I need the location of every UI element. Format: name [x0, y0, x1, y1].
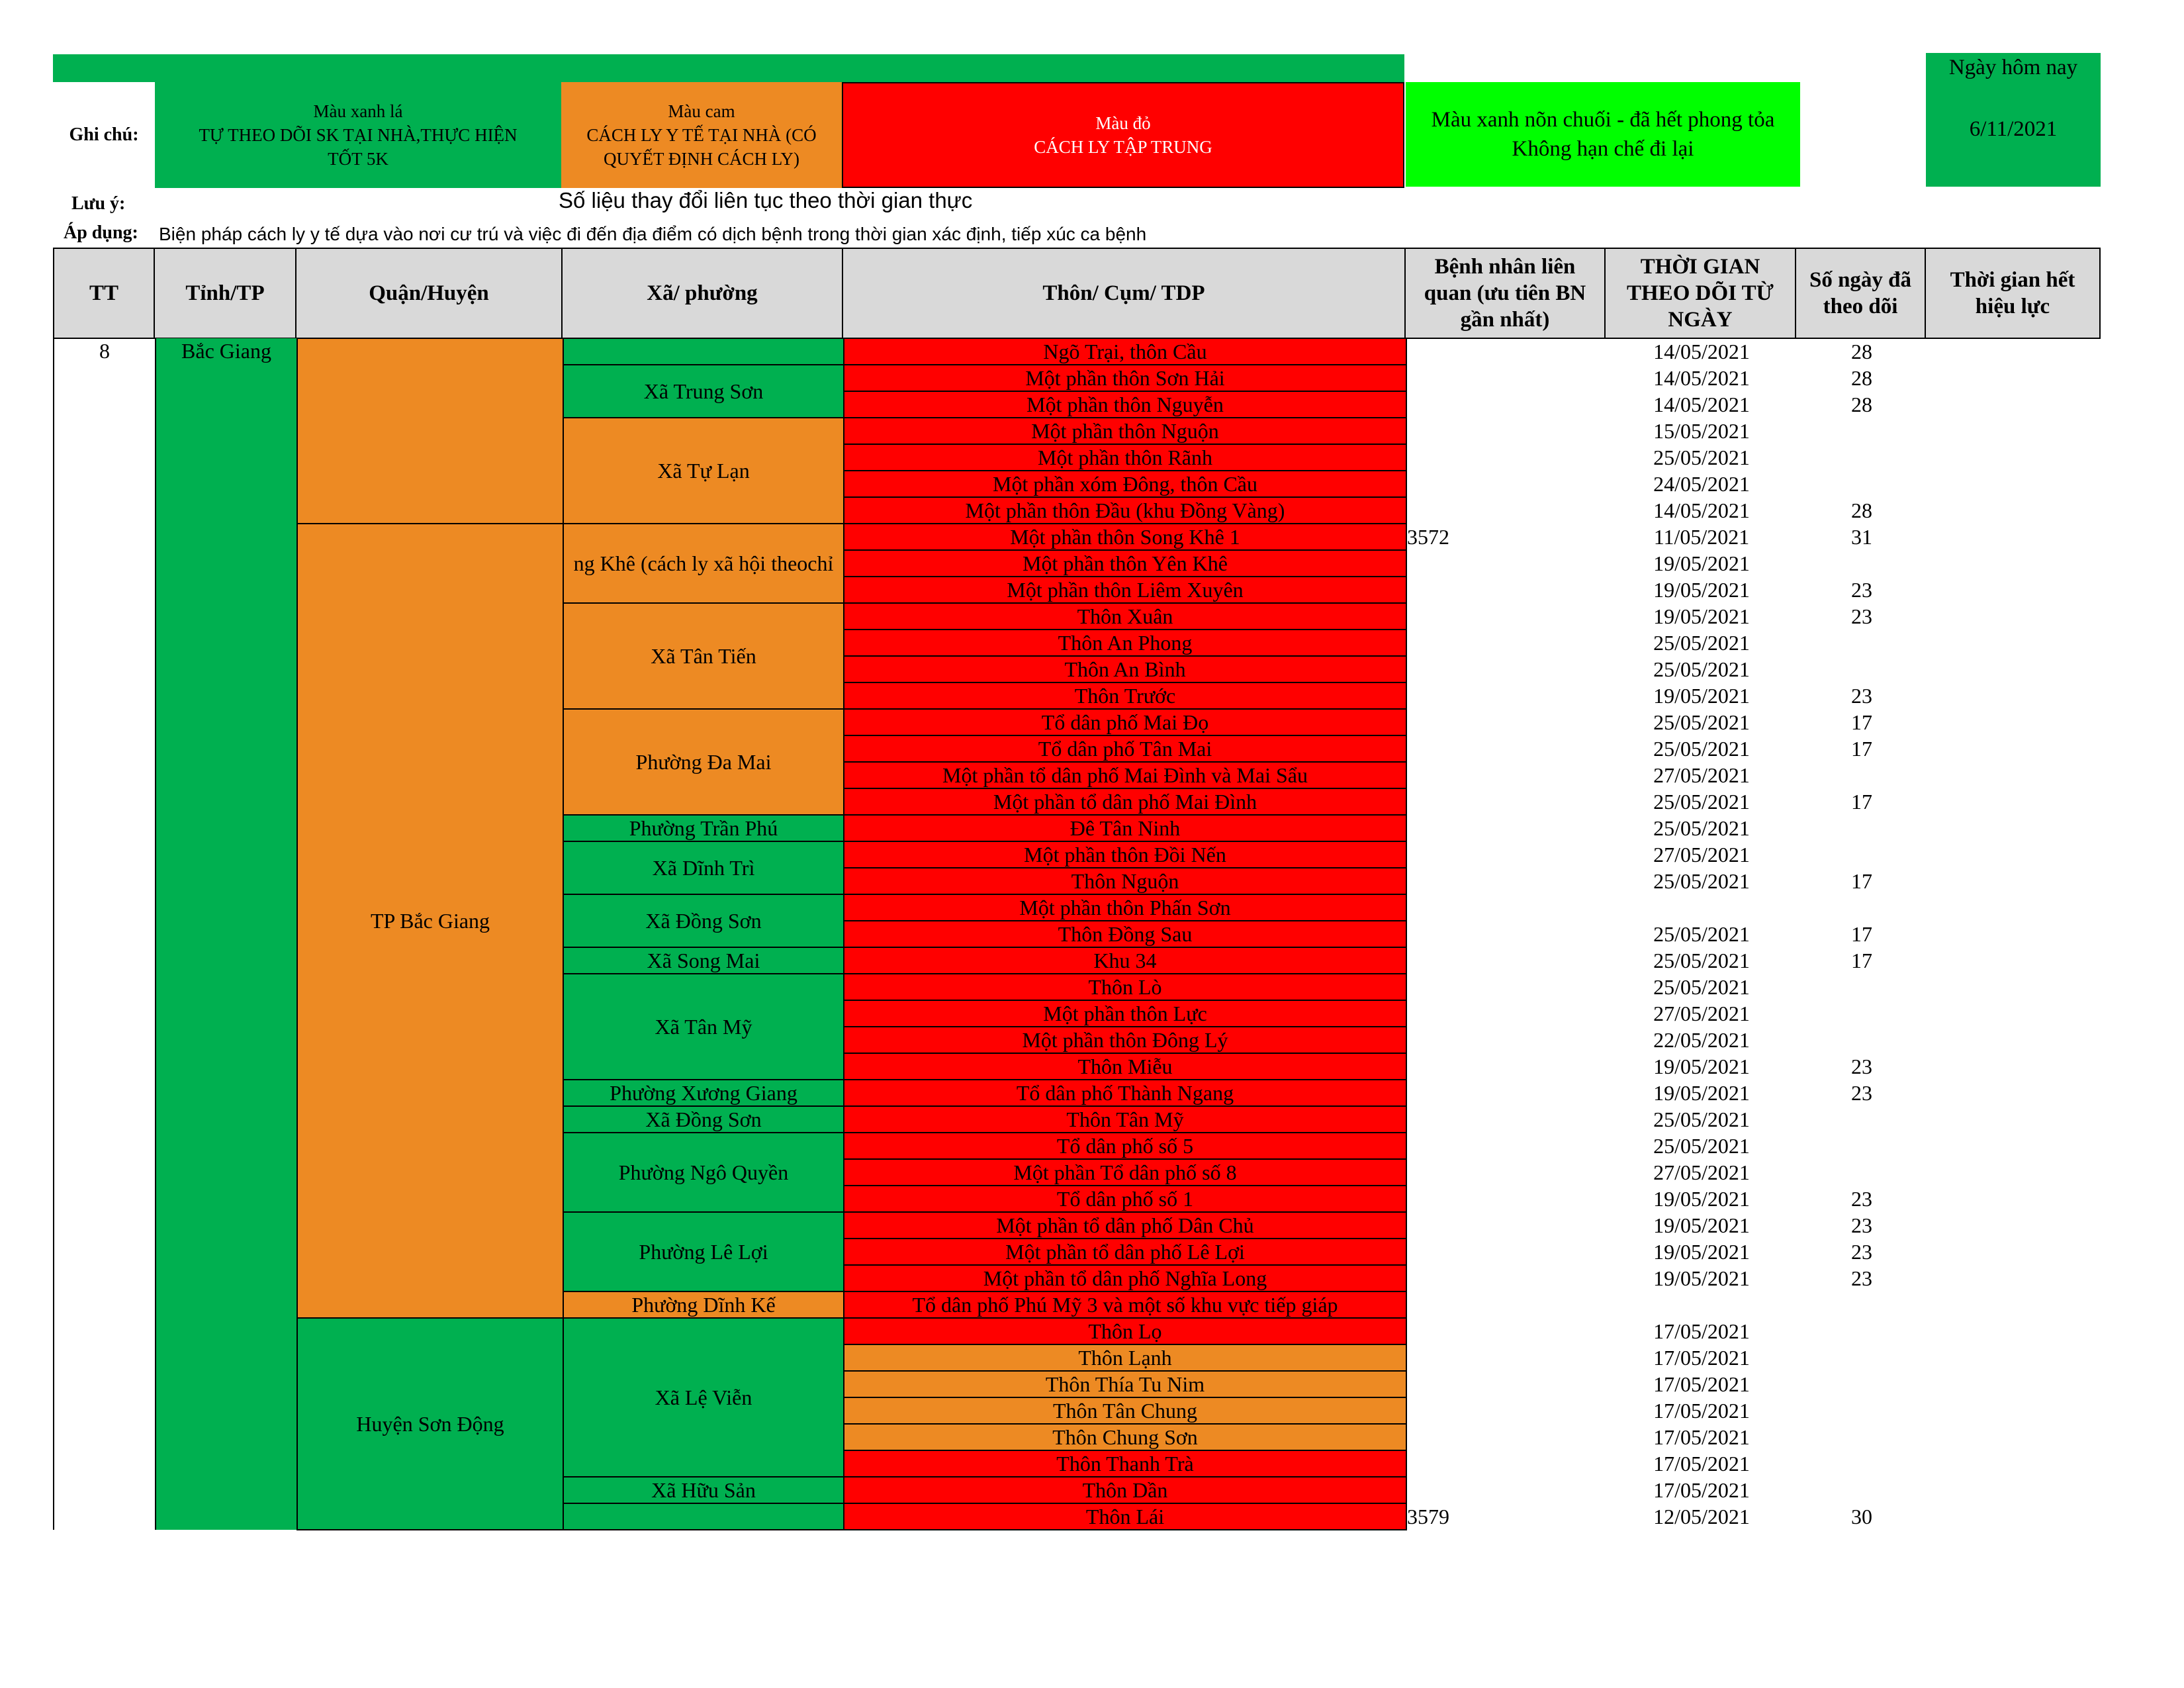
- expire-cell: [1927, 1053, 2101, 1080]
- days-cell: [1797, 1133, 1927, 1159]
- start-date-cell: 27/05/2021: [1653, 843, 1750, 867]
- expire-cell: [1927, 497, 2101, 524]
- patient-cell: [1406, 497, 1606, 524]
- village-cell: Ngõ Trại, thôn Cầu: [844, 338, 1406, 365]
- village-cell: Khu 34: [844, 947, 1406, 974]
- patient-cell: [1406, 1000, 1606, 1027]
- patient-cell: [1406, 974, 1606, 1000]
- days-cell: 28: [1851, 498, 1872, 522]
- patient-cell: [1406, 1424, 1606, 1450]
- patient-cell: [1406, 815, 1606, 841]
- patient-cell: [1406, 1106, 1606, 1133]
- days-cell: [1797, 1397, 1927, 1424]
- patient-cell: [1406, 788, 1606, 815]
- days-cell: [1797, 630, 1927, 656]
- header-province: Tỉnh/TP: [154, 248, 296, 339]
- legend-lime: [1406, 82, 1800, 187]
- header-start-line-1: THỜI GIAN: [1640, 255, 1760, 279]
- start-date-cell: 19/05/2021: [1653, 578, 1750, 602]
- patient-cell: [1406, 1133, 1606, 1159]
- start-date-cell: 19/05/2021: [1653, 1213, 1750, 1237]
- expire-cell: [1927, 524, 2101, 550]
- ward-cell: ng Khê (cách ly xã hội theochỉ: [563, 524, 844, 603]
- village-cell: Thôn Trước: [844, 682, 1406, 709]
- ward-cell: Xã Dĩnh Trì: [563, 841, 844, 894]
- patient-cell: [1406, 1344, 1606, 1371]
- header-days: [1795, 248, 1926, 339]
- start-date-cell: 25/05/2021: [1653, 975, 1750, 999]
- days-cell: [1797, 1477, 1927, 1503]
- patient-cell: [1406, 1053, 1606, 1080]
- start-date-cell: 14/05/2021: [1653, 393, 1750, 416]
- header-days-line-2: theo dõi: [1823, 295, 1898, 318]
- village-cell: Một phần thôn Liêm Xuyên: [844, 577, 1406, 603]
- expire-cell: [1927, 365, 2101, 391]
- start-date-cell: 19/05/2021: [1653, 604, 1750, 628]
- days-cell: [1797, 1424, 1927, 1450]
- village-cell: Một phần thôn Sơn Hải: [844, 365, 1406, 391]
- today-label: Ngày hôm nay: [1948, 56, 2078, 79]
- legend-red-line-2: CÁCH LY TẬP TRUNG: [1034, 137, 1212, 157]
- expire-cell: [1927, 709, 2101, 735]
- header-patient-line-2: quan (ưu tiên BN: [1424, 281, 1586, 305]
- start-date-cell: 22/05/2021: [1653, 1028, 1750, 1052]
- patient-cell: [1406, 735, 1606, 762]
- days-cell: 23: [1851, 578, 1872, 602]
- patient-cell: [1406, 868, 1606, 894]
- start-date-cell: 17/05/2021: [1653, 1478, 1750, 1502]
- days-cell: 23: [1851, 1240, 1872, 1264]
- expire-cell: [1927, 1239, 2101, 1265]
- days-cell: [1797, 1291, 1927, 1318]
- top-green-bar: [53, 54, 1404, 82]
- expire-cell: [1927, 1212, 2101, 1239]
- days-cell: [1797, 550, 1927, 577]
- start-date-cell: 25/05/2021: [1653, 922, 1750, 946]
- start-date-cell: [1606, 1291, 1797, 1318]
- header-patient-line-3: gần nhất): [1460, 308, 1550, 332]
- days-cell: 17: [1851, 922, 1872, 946]
- expire-cell: [1927, 1027, 2101, 1053]
- village-cell: Một phần Tổ dân phố số 8: [844, 1159, 1406, 1186]
- village-cell: Thôn Lọ: [844, 1318, 1406, 1344]
- expire-cell: [1927, 894, 2101, 921]
- village-cell: Đê Tân Ninh: [844, 815, 1406, 841]
- start-date-cell: 12/05/2021: [1653, 1505, 1750, 1528]
- expire-cell: [1927, 391, 2101, 418]
- ward-cell: Phường Ngô Quyền: [563, 1133, 844, 1212]
- days-cell: [1797, 1450, 1927, 1477]
- village-cell: Một phần thôn Nguộn: [844, 418, 1406, 444]
- patient-cell: [1406, 1397, 1606, 1424]
- table-row: [54, 524, 2101, 550]
- patient-cell: [1406, 1212, 1606, 1239]
- village-cell: Thôn Thanh Trà: [844, 1450, 1406, 1477]
- expire-cell: [1927, 735, 2101, 762]
- village-cell: Thôn Miễu: [844, 1053, 1406, 1080]
- expire-cell: [1927, 762, 2101, 788]
- village-cell: Tổ dân phố số 1: [844, 1186, 1406, 1212]
- patient-cell: [1406, 444, 1606, 471]
- village-cell: Một phần tổ dân phố Lê Lợi: [844, 1239, 1406, 1265]
- header-expire-line-2: hiệu lực: [1975, 295, 2050, 318]
- village-cell: Thôn Lạnh: [844, 1344, 1406, 1371]
- village-cell: Tổ dân phố Mai Đọ: [844, 709, 1406, 735]
- village-cell: Một phần xóm Đông, thôn Cầu: [844, 471, 1406, 497]
- legend-label: Ghi chú:: [69, 124, 139, 145]
- village-cell: Một phần tổ dân phố Mai Đình: [844, 788, 1406, 815]
- days-cell: 17: [1851, 790, 1872, 814]
- legend-green: [155, 82, 561, 188]
- patient-cell: [1406, 577, 1606, 603]
- legend-red: [842, 82, 1404, 188]
- days-cell: [1797, 656, 1927, 682]
- ward-cell: Xã Trung Sơn: [563, 365, 844, 418]
- patient-cell: [1406, 550, 1606, 577]
- village-cell: Thôn Dần: [844, 1477, 1406, 1503]
- patient-cell: [1406, 1080, 1606, 1106]
- village-cell: Tổ dân phố số 5: [844, 1133, 1406, 1159]
- expire-cell: [1927, 630, 2101, 656]
- village-cell: Thôn Lò: [844, 974, 1406, 1000]
- start-date-cell: 25/05/2021: [1653, 1107, 1750, 1131]
- patient-cell: 3579: [1407, 1505, 1449, 1528]
- start-date-cell: 27/05/2021: [1653, 1160, 1750, 1184]
- patient-cell: [1406, 1159, 1606, 1186]
- ward-cell: Xã Đồng Sơn: [563, 1106, 844, 1133]
- start-date-cell: 14/05/2021: [1653, 498, 1750, 522]
- ap-dung-label: Áp dụng:: [64, 222, 138, 243]
- header-district: Quận/Huyện: [295, 248, 563, 339]
- days-cell: [1797, 815, 1927, 841]
- days-cell: [1797, 1318, 1927, 1344]
- expire-cell: [1927, 947, 2101, 974]
- expire-cell: [1927, 1397, 2101, 1424]
- expire-cell: [1927, 471, 2101, 497]
- row-province: Bắc Giang: [156, 338, 297, 1530]
- expire-cell: [1927, 1186, 2101, 1212]
- expire-cell: [1927, 841, 2101, 868]
- ward-cell: Xã Đồng Sơn: [563, 894, 844, 947]
- patient-cell: [1406, 630, 1606, 656]
- days-cell: 23: [1851, 1081, 1872, 1105]
- start-date-cell: 17/05/2021: [1653, 1425, 1750, 1449]
- expire-cell: [1927, 444, 2101, 471]
- ward-cell: Xã Song Mai: [563, 947, 844, 974]
- start-date-cell: 14/05/2021: [1653, 340, 1750, 363]
- expire-cell: [1927, 1424, 2101, 1450]
- legend-orange-line-1: Màu cam: [668, 101, 735, 121]
- start-date-cell: 19/05/2021: [1653, 1266, 1750, 1290]
- patient-cell: [1406, 603, 1606, 630]
- expire-cell: [1927, 1106, 2101, 1133]
- expire-cell: [1927, 1000, 2101, 1027]
- days-cell: 28: [1851, 366, 1872, 390]
- start-date-cell: 17/05/2021: [1653, 1399, 1750, 1423]
- start-date-cell: 19/05/2021: [1653, 684, 1750, 708]
- days-cell: [1797, 762, 1927, 788]
- ward-cell: Phường Xương Giang: [563, 1080, 844, 1106]
- patient-cell: [1406, 656, 1606, 682]
- village-cell: Một phần thôn Đông Lý: [844, 1027, 1406, 1053]
- patient-cell: [1406, 1027, 1606, 1053]
- expire-cell: [1927, 656, 2101, 682]
- days-cell: [1797, 418, 1927, 444]
- header-expire: [1925, 248, 2101, 339]
- expire-cell: [1927, 577, 2101, 603]
- patient-cell: [1406, 1265, 1606, 1291]
- patient-cell: [1406, 338, 1606, 365]
- days-cell: 31: [1851, 525, 1872, 549]
- ap-dung-text: Biện pháp cách ly y tế dựa vào nơi cư trú và việc đi đến địa điểm có dịch bệnh trong thời gian xác định, tiếp xúc ca bệnh: [159, 224, 1147, 244]
- expire-cell: [1927, 1318, 2101, 1344]
- days-cell: 17: [1851, 737, 1872, 761]
- days-cell: 23: [1851, 1213, 1872, 1237]
- ward-cell: Xã Lệ Viễn: [563, 1318, 844, 1477]
- expire-cell: [1927, 1265, 2101, 1291]
- expire-cell: [1927, 603, 2101, 630]
- days-cell: [1797, 1027, 1927, 1053]
- expire-cell: [1927, 1344, 2101, 1371]
- village-cell: Một phần thôn Lực: [844, 1000, 1406, 1027]
- patient-cell: [1406, 947, 1606, 974]
- patient-cell: [1406, 1477, 1606, 1503]
- start-date-cell: 25/05/2021: [1653, 737, 1750, 761]
- expire-cell: [1927, 1291, 2101, 1318]
- ward-cell: Xã Tự Lạn: [563, 418, 844, 524]
- expire-cell: [1927, 1477, 2101, 1503]
- village-cell: Thôn Nguộn: [844, 868, 1406, 894]
- patient-cell: [1406, 841, 1606, 868]
- legend-red-line-1: Màu đỏ: [1095, 113, 1151, 133]
- patient-cell: 3572: [1407, 525, 1449, 549]
- ward-cell: Phường Lê Lợi: [563, 1212, 844, 1291]
- start-date-cell: 27/05/2021: [1653, 1002, 1750, 1025]
- village-cell: Một phần thôn Đồi Nến: [844, 841, 1406, 868]
- start-date-cell: 25/05/2021: [1653, 790, 1750, 814]
- expire-cell: [1927, 1159, 2101, 1186]
- legend-lime-line-2: Không hạn chế đi lại: [1512, 137, 1694, 161]
- table-row: [54, 1318, 2101, 1344]
- village-cell: Thôn Chung Sơn: [844, 1424, 1406, 1450]
- start-date-cell: 24/05/2021: [1653, 472, 1750, 496]
- patient-cell: [1406, 365, 1606, 391]
- village-cell: Tổ dân phố Tân Mai: [844, 735, 1406, 762]
- village-cell: Thôn An Bình: [844, 656, 1406, 682]
- patient-cell: [1406, 1450, 1606, 1477]
- today-value: 6/11/2021: [1969, 117, 2058, 141]
- expire-cell: [1927, 868, 2101, 894]
- ward-cell: [563, 338, 844, 365]
- days-cell: [1797, 894, 1927, 921]
- legend-orange-line-2: CÁCH LY Y TẾ TẠI NHÀ (CÓ: [586, 125, 817, 145]
- expire-cell: [1927, 550, 2101, 577]
- start-date-cell: 19/05/2021: [1653, 1240, 1750, 1264]
- village-cell: Thôn Thía Tu Nim: [844, 1371, 1406, 1397]
- expire-cell: [1927, 682, 2101, 709]
- ward-cell: Xã Hữu Sản: [563, 1477, 844, 1503]
- days-cell: 28: [1851, 393, 1872, 416]
- district-cell: Huyện Sơn Động: [297, 1318, 563, 1530]
- start-date-cell: 17/05/2021: [1653, 1319, 1750, 1343]
- ward-cell: Xã Tân Tiến: [563, 603, 844, 709]
- start-date-cell: 19/05/2021: [1653, 551, 1750, 575]
- ward-cell: Phường Trần Phú: [563, 815, 844, 841]
- ward-cell: [563, 1503, 844, 1530]
- village-cell: Thôn Xuân: [844, 603, 1406, 630]
- header-expire-line-1: Thời gian hết: [1950, 268, 2075, 292]
- village-cell: Một phần thôn Nguyễn: [844, 391, 1406, 418]
- start-date-cell: 25/05/2021: [1653, 816, 1750, 840]
- village-cell: Một phần thôn Rãnh: [844, 444, 1406, 471]
- days-cell: [1797, 974, 1927, 1000]
- patient-cell: [1406, 1291, 1606, 1318]
- village-cell: Một phần tổ dân phố Dân Chủ: [844, 1212, 1406, 1239]
- village-cell: Thôn Tân Chung: [844, 1397, 1406, 1424]
- days-cell: 23: [1851, 684, 1872, 708]
- expire-cell: [1927, 1503, 2101, 1530]
- start-date-cell: 25/05/2021: [1653, 445, 1750, 469]
- days-cell: 28: [1851, 340, 1872, 363]
- header-start-date: [1604, 248, 1796, 339]
- row-tt: 8: [54, 338, 156, 1530]
- expire-cell: [1927, 1080, 2101, 1106]
- patient-cell: [1406, 1186, 1606, 1212]
- legend-orange: [561, 82, 842, 188]
- days-cell: [1797, 1159, 1927, 1186]
- village-cell: Thôn Đồng Sau: [844, 921, 1406, 947]
- village-cell: Một phần thôn Đầu (khu Đồng Vàng): [844, 497, 1406, 524]
- header-village: Thôn/ Cụm/ TDP: [842, 248, 1406, 339]
- start-date-cell: 17/05/2021: [1653, 1452, 1750, 1476]
- village-cell: Một phần tổ dân phố Nghĩa Long: [844, 1265, 1406, 1291]
- village-cell: Tổ dân phố Phú Mỹ 3 và một số khu vực tiếp giáp: [844, 1291, 1406, 1318]
- patient-cell: [1406, 682, 1606, 709]
- district-cell: TP Bắc Giang: [297, 524, 563, 1318]
- expire-cell: [1927, 788, 2101, 815]
- patient-cell: [1406, 894, 1606, 921]
- start-date-cell: 19/05/2021: [1653, 1187, 1750, 1211]
- header-start-line-3: NGÀY: [1668, 308, 1733, 332]
- village-cell: Thôn Tân Mỹ: [844, 1106, 1406, 1133]
- village-cell: Một phần thôn Song Khê 1: [844, 524, 1406, 550]
- village-cell: Một phần thôn Yên Khê: [844, 550, 1406, 577]
- expire-cell: [1927, 921, 2101, 947]
- expire-cell: [1927, 1133, 2101, 1159]
- start-date-cell: 25/05/2021: [1653, 657, 1750, 681]
- luu-y-text: Số liệu thay đổi liên tục theo thời gian thực: [559, 188, 973, 212]
- start-date-cell: 17/05/2021: [1653, 1346, 1750, 1370]
- village-cell: Tổ dân phố Thành Ngang: [844, 1080, 1406, 1106]
- expire-cell: [1927, 815, 2101, 841]
- header-start-line-2: THEO DÕI TỪ: [1627, 281, 1774, 305]
- days-cell: 23: [1851, 1187, 1872, 1211]
- start-date-cell: 14/05/2021: [1653, 366, 1750, 390]
- ward-cell: Xã Tân Mỹ: [563, 974, 844, 1080]
- start-date-cell: 25/05/2021: [1653, 631, 1750, 655]
- header-ward: Xã/ phường: [561, 248, 843, 339]
- days-cell: 23: [1851, 1266, 1872, 1290]
- days-cell: 17: [1851, 949, 1872, 972]
- expire-cell: [1927, 974, 2101, 1000]
- today-box: [1926, 53, 2101, 187]
- expire-cell: [1927, 1450, 2101, 1477]
- days-cell: [1797, 1106, 1927, 1133]
- days-cell: 23: [1851, 1055, 1872, 1078]
- start-date-cell: 15/05/2021: [1653, 419, 1750, 443]
- legend-green-line-1: Màu xanh lá: [313, 101, 403, 121]
- expire-cell: [1927, 338, 2101, 365]
- patient-cell: [1406, 418, 1606, 444]
- start-date-cell: [1606, 894, 1797, 921]
- start-date-cell: 19/05/2021: [1653, 1055, 1750, 1078]
- days-cell: 23: [1851, 604, 1872, 628]
- start-date-cell: 19/05/2021: [1653, 1081, 1750, 1105]
- ward-cell: Phường Dĩnh Kế: [563, 1291, 844, 1318]
- quarantine-table: [53, 338, 2102, 1530]
- village-cell: Thôn Lái: [844, 1503, 1406, 1530]
- legend-green-line-2: TỰ THEO DÕI SK TẠI NHÀ,THỰC HIỆN: [199, 125, 518, 145]
- patient-cell: [1406, 1239, 1606, 1265]
- start-date-cell: 17/05/2021: [1653, 1372, 1750, 1396]
- days-cell: [1797, 471, 1927, 497]
- days-cell: 30: [1851, 1505, 1872, 1528]
- legend-green-line-3: TỐT 5K: [328, 149, 388, 169]
- patient-cell: [1406, 471, 1606, 497]
- table-row: [54, 338, 2101, 365]
- header-patient: [1404, 248, 1606, 339]
- ward-cell: Phường Đa Mai: [563, 709, 844, 815]
- days-cell: [1797, 841, 1927, 868]
- village-cell: Thôn An Phong: [844, 630, 1406, 656]
- start-date-cell: 25/05/2021: [1653, 710, 1750, 734]
- expire-cell: [1927, 418, 2101, 444]
- start-date-cell: 25/05/2021: [1653, 1134, 1750, 1158]
- days-cell: [1797, 444, 1927, 471]
- patient-cell: [1406, 921, 1606, 947]
- header-tt: TT: [53, 248, 155, 339]
- patient-cell: [1406, 762, 1606, 788]
- patient-cell: [1406, 391, 1606, 418]
- district-cell: [297, 338, 563, 524]
- village-cell: Một phần thôn Phấn Sơn: [844, 894, 1406, 921]
- luu-y-label: Lưu ý:: [71, 193, 126, 214]
- days-cell: [1797, 1344, 1927, 1371]
- days-cell: 17: [1851, 710, 1872, 734]
- days-cell: 17: [1851, 869, 1872, 893]
- patient-cell: [1406, 709, 1606, 735]
- start-date-cell: 25/05/2021: [1653, 949, 1750, 972]
- patient-cell: [1406, 1318, 1606, 1344]
- start-date-cell: 11/05/2021: [1653, 525, 1750, 549]
- header-days-line-1: Số ngày đã: [1809, 268, 1912, 292]
- expire-cell: [1927, 1371, 2101, 1397]
- patient-cell: [1406, 1371, 1606, 1397]
- days-cell: [1797, 1000, 1927, 1027]
- start-date-cell: 25/05/2021: [1653, 869, 1750, 893]
- legend-orange-line-3: QUYẾT ĐỊNH CÁCH LY): [603, 149, 800, 169]
- start-date-cell: 27/05/2021: [1653, 763, 1750, 787]
- legend-lime-line-1: Màu xanh nõn chuối - đã hết phong tỏa: [1431, 108, 1775, 132]
- header-patient-line-1: Bệnh nhân liên: [1434, 255, 1576, 279]
- days-cell: [1797, 1371, 1927, 1397]
- village-cell: Một phần tổ dân phố Mai Đình và Mai Sẩu: [844, 762, 1406, 788]
